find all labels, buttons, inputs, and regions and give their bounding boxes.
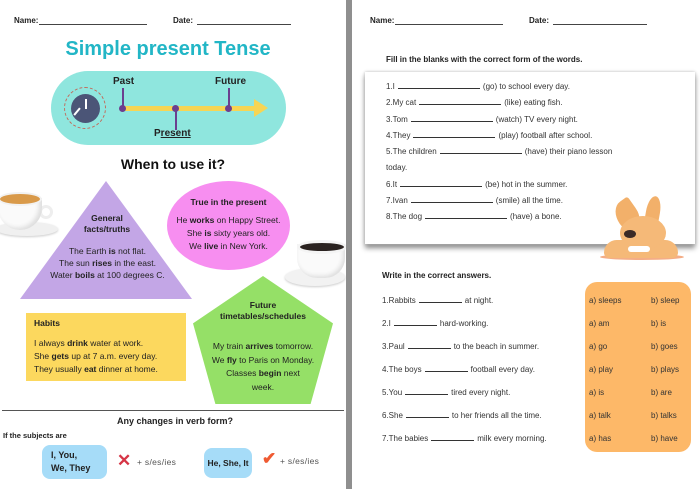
answers-list <box>382 294 547 455</box>
section-divider <box>2 410 344 411</box>
latte-cup-image <box>0 190 62 240</box>
name-blank-line <box>395 16 503 25</box>
cross-icon: ✕ <box>117 451 132 470</box>
past-dot <box>119 105 126 112</box>
date-blank-line <box>197 16 291 25</box>
future-dot <box>225 105 232 112</box>
timeline-future-label: Future <box>215 76 247 87</box>
list-item: 7.Ivan (smile) all the time. <box>386 196 563 206</box>
list-item: 4.The boys football every day. <box>382 365 535 374</box>
subjects-label: If the subjects are <box>3 431 67 440</box>
name-blank-line <box>39 16 147 25</box>
list-item-continuation: today. <box>386 163 408 173</box>
answer-blank[interactable] <box>406 409 449 418</box>
answer-blank[interactable] <box>419 294 462 303</box>
answer-blank[interactable] <box>425 210 507 219</box>
option-a[interactable]: a) has <box>589 434 612 443</box>
list-item: 2.I hard-working. <box>382 319 489 328</box>
date-field: Date: <box>529 16 647 25</box>
list-item: 5.The children (have) their piano lesson <box>386 147 613 157</box>
option-b[interactable]: b) is <box>651 319 667 328</box>
option-b[interactable]: b) sleep <box>651 296 680 305</box>
present-dot <box>172 105 179 112</box>
option-a[interactable]: a) is <box>589 388 605 397</box>
timeline-diagram <box>51 71 286 145</box>
facts-examples: The Earth is not flat. The sun rises in the east. Water boils at 100 degrees C. <box>50 246 165 280</box>
when-to-use-heading: When to use it? <box>120 156 226 172</box>
worksheet-page-left <box>0 0 346 489</box>
suffix-rule: + s/es/ies <box>280 456 320 466</box>
changes-heading: Any changes in verb form? <box>116 416 234 426</box>
fill-blanks-instructions: Fill in the blanks with the correct form of the words. <box>386 55 583 64</box>
option-a[interactable]: a) talk <box>589 411 611 420</box>
answer-blank[interactable] <box>440 145 522 154</box>
arrow-head-icon <box>254 99 268 117</box>
answer-blank[interactable] <box>411 194 493 203</box>
facts-title: General facts/truths <box>83 213 131 234</box>
answers-instructions: Write in the correct answers. <box>382 271 492 280</box>
singular-subjects-box: He, She, It <box>204 448 252 478</box>
clock-icon <box>71 94 100 123</box>
schedules-title: Future timetables/schedules <box>220 300 306 321</box>
option-a[interactable]: a) am <box>589 319 610 328</box>
answer-blank[interactable] <box>394 317 437 326</box>
no-suffix-rule: + s/es/ies <box>137 457 177 467</box>
answer-blank[interactable] <box>408 340 451 349</box>
coffee-cup-image <box>285 234 346 290</box>
corgi-dog-image <box>600 196 690 262</box>
answer-blank[interactable] <box>431 432 474 441</box>
list-item: 1.I (go) to school every day. <box>386 82 570 91</box>
page-title: Simple present Tense <box>65 38 271 60</box>
option-a[interactable]: a) play <box>589 365 614 374</box>
answer-blank[interactable] <box>400 178 482 187</box>
list-item: 6.She to her friends all the time. <box>382 411 542 420</box>
list-item: 2.My cat (like) eating fish. <box>386 98 563 108</box>
date-blank-line <box>553 16 647 25</box>
option-b[interactable]: b) are <box>651 388 672 397</box>
present-title: True in the present <box>190 197 267 207</box>
present-examples: He works on Happy Street. She is sixty years old. We live in New York. <box>176 215 281 251</box>
answer-blank[interactable] <box>419 96 501 105</box>
fill-blanks-list <box>386 79 612 226</box>
answer-blank[interactable] <box>398 80 480 89</box>
timeline-arrow <box>121 106 256 111</box>
name-field: Name: <box>14 16 147 25</box>
plural-subjects-box: I, You, We, They <box>42 445 107 479</box>
option-b[interactable]: b) talks <box>651 411 677 420</box>
check-icon: ✔ <box>262 449 277 468</box>
list-item: 4.They (play) football after school. <box>386 130 593 140</box>
timeline-past-label: Past <box>113 76 135 87</box>
date-field: Date: <box>173 16 291 25</box>
option-a[interactable]: a) go <box>589 342 608 351</box>
list-item: 8.The dog (have) a bone. <box>386 212 562 222</box>
option-b[interactable]: b) have <box>651 434 678 443</box>
habits-box: Habits I always drink water at work. She gets up at 7 a.m. every day. They usually eat dinner at home. <box>26 313 186 381</box>
answer-blank[interactable] <box>405 386 448 395</box>
answer-blank[interactable] <box>411 113 493 122</box>
name-field: Name: <box>370 16 503 25</box>
answer-blank[interactable] <box>425 363 468 372</box>
schedules-examples: My train arrives tomorrow. We fly to Paris on Monday. Classes begin next week. <box>211 341 315 392</box>
list-item: 1.Rabbits at night. <box>382 296 494 305</box>
list-item: 5.You tired every night. <box>382 388 511 397</box>
option-b[interactable]: b) plays <box>651 365 680 374</box>
option-a[interactable]: a) sleeps <box>589 296 622 305</box>
list-item: 7.The babies milk every morning. <box>382 434 547 443</box>
answer-blank[interactable] <box>413 129 495 138</box>
list-item: 6.It (be) hot in the summer. <box>386 179 568 189</box>
list-item: 3.Paul to the beach in summer. <box>382 342 540 351</box>
list-item: 3.Tom (watch) TV every night. <box>386 114 578 124</box>
option-b[interactable]: b) goes <box>651 342 678 351</box>
timeline-present-label: Present <box>154 128 191 139</box>
